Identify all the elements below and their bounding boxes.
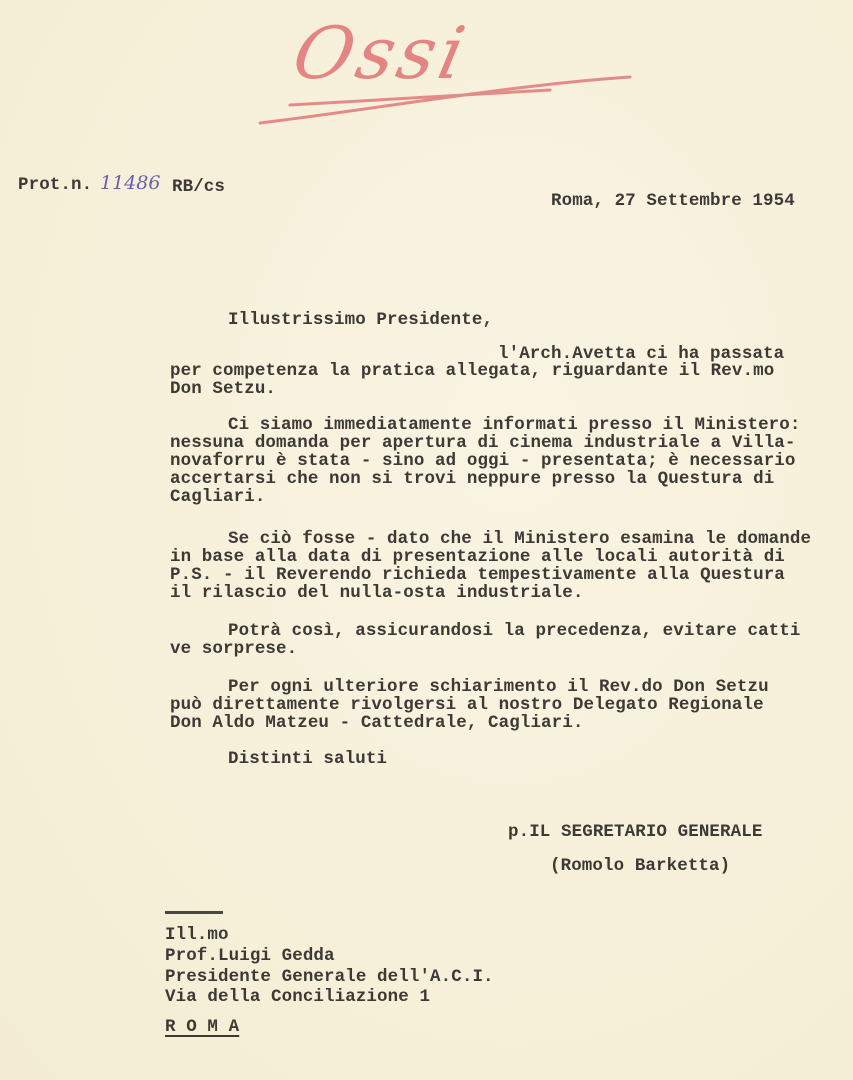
paragraph-line: per competenza la pratica allegata, riguardante il Rev.mo: [170, 361, 775, 381]
paragraph-line: ve sorprese.: [170, 639, 298, 659]
paragraph-line: Per ogni ulteriore schiarimento il Rev.do Don Setzu: [228, 677, 769, 697]
protocol-suffix: RB/cs: [172, 177, 226, 197]
salutation: Illustrissimo Presidente,: [228, 310, 494, 330]
paragraph-line: P.S. - il Reverendo richieda tempestivamente alla Questura: [170, 565, 785, 585]
paragraph-line: può direttamente rivolgersi al nostro Delegato Regionale: [170, 695, 764, 715]
paragraph-line: Potrà così, assicurandosi la precedenza, evitare catti: [228, 621, 801, 641]
paragraph-line: novaforru è stata - sino ad oggi - presentata; è necessario: [170, 451, 796, 471]
signature-name: (Romolo Barketta): [550, 856, 731, 876]
red-pencil-annotation: Ossi: [286, 11, 476, 95]
paragraph-line: il rilascio del nulla-osta industriale.: [170, 583, 584, 603]
divider-rule: [165, 911, 223, 914]
closing: Distinti saluti: [228, 749, 388, 769]
recipient-city: R O M A: [165, 1017, 240, 1037]
paragraph-line: nessuna domanda per apertura di cinema industriale a Villa-: [170, 433, 796, 453]
letter-date: Roma, 27 Settembre 1954: [551, 191, 795, 211]
protocol-label: Prot.n.: [18, 175, 93, 195]
paragraph-line: Ci siamo immediatamente informati presso il Ministero:: [228, 415, 801, 435]
paragraph-line: Cagliari.: [170, 487, 266, 507]
paragraph-line: l'Arch.Avetta ci ha passata: [498, 344, 785, 364]
paragraph-line: in base alla data di presentazione alle locali autorità di: [170, 547, 785, 567]
paragraph-line: Don Setzu.: [170, 379, 277, 399]
paragraph-line: Se ciò fosse - dato che il Ministero esamina le domande: [228, 529, 812, 549]
recipient-line: Prof.Luigi Gedda: [165, 946, 335, 966]
recipient-line: Via della Conciliazione 1: [165, 987, 431, 1007]
red-pencil-underline-strokes: [250, 5, 650, 130]
recipient-line: Ill.mo: [165, 925, 229, 945]
paragraph-line: Don Aldo Matzeu - Cattedrale, Cagliari.: [170, 713, 584, 733]
protocol-number-handwritten: 11486: [100, 172, 161, 194]
paragraph-line: accertarsi che non si trovi neppure presso la Questura di: [170, 469, 775, 489]
recipient-line: Presidente Generale dell'A.C.I.: [165, 967, 494, 987]
signature-title: p.IL SEGRETARIO GENERALE: [508, 822, 763, 842]
